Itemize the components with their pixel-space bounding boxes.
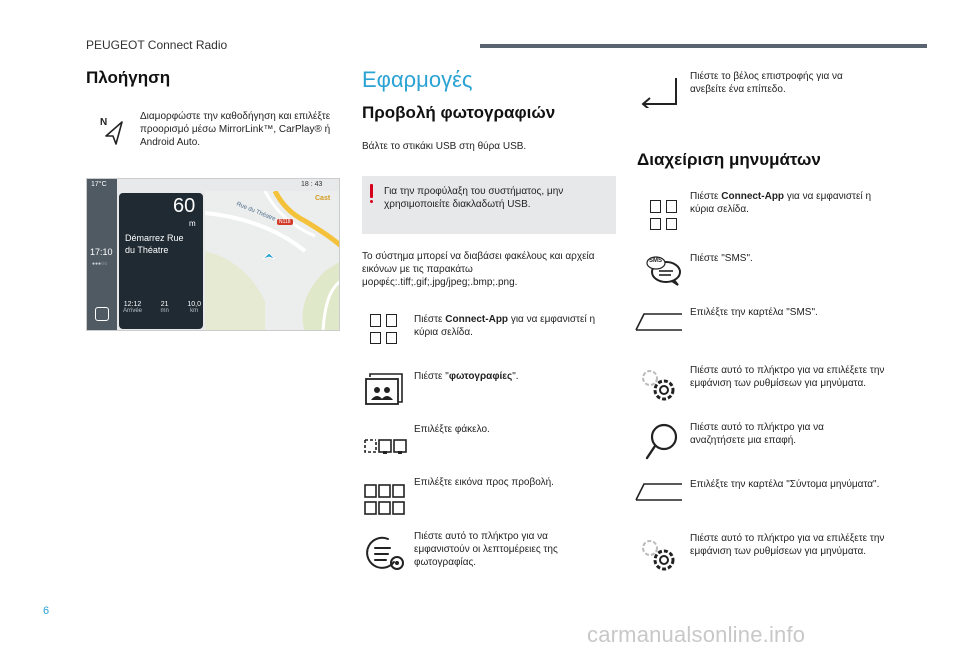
screen-temperature: 17°C [91,181,107,188]
message-step-1-text: Πιέστε Connect-App για να εμφανιστεί η κύρια σελίδα. [690,191,872,215]
folder-tabs-icon [364,436,408,456]
message-step-3-text: Επιλέξτε την καρτέλα "SMS". [690,307,818,318]
stat-distance-label: km [190,308,199,314]
list-settings-icon [366,536,406,572]
map-road-badge: N118 [279,219,291,225]
warning-note [362,176,616,234]
back-arrow-text: Πιέστε το βέλος επιστροφής για να ανεβείτε ένα επίπεδο. [690,71,843,95]
thumbnails-icon [364,484,406,516]
navigation-screen-image [86,178,340,331]
message-step-5-text: Πιέστε αυτό το πλήκτρο για να αναζητήσετε μια επαφή. [690,422,824,446]
screen-map [205,191,340,331]
svg-text:N: N [100,117,108,128]
screen-side-dots: ●●●○○ [92,261,108,267]
watermark: carmanualsonline.info [587,622,806,647]
photo-step-4-text: Επιλέξτε εικόνα προς προβολή. [414,477,554,488]
message-step-7-text: Πιέστε αυτό το πλήκτρο για να επιλέξετε την εμφάνιση των ρυθμίσεων για μηνύματα. [690,533,885,557]
gears-icon [638,366,682,406]
navigation-text: Διαμορφώστε την καθοδήγηση και επιλέξτε προορισμό μέσω MirrorLink™, CarPlay® ή Android Auto. [140,111,331,148]
photo-formats-text: Το σύστημα μπορεί να διαβάσει φακέλους και αρχεία εικόνων με τις παρακάτω μορφές:.tiff;.gif;.jpg/jpeg;.bmp;.png. [362,251,595,288]
stat-arrival-value: 12:12 [123,301,142,308]
map-label-cast: Cast [315,195,331,202]
stat-duration-value: 21 [160,301,169,308]
navigation-arrow-icon [100,116,126,146]
stat-arrival [123,301,142,314]
gears-icon [638,536,682,576]
section-title-applications: Εφαρμογές [362,67,473,92]
photo-step-2-text: Πιέστε "φωτογραφίες". [414,371,519,382]
warning-icon-dot [370,200,373,203]
photo-intro-text: Βάλτε το στικάκι USB στη θύρα USB. [362,141,527,152]
search-icon [644,422,682,462]
guidance-panel [119,193,203,329]
sms-badge-text: SMS [649,258,663,264]
guidance-distance: 60 [173,195,196,217]
warning-note-text: Για την προφύλαξη του συστήματος, μην χρησιμοποιείτε διακλαδωτή USB. [384,186,564,210]
stat-duration [161,301,169,314]
stat-duration-label: mn [160,308,169,314]
document-header-title: PEUGEOT Connect Radio [86,38,228,52]
grid-icon [650,200,680,230]
screen-sidebar [87,179,117,331]
stat-distance-value: 10,0 [187,301,201,308]
photo-step-1-text: Πιέστε Connect-App για να εμφανιστεί η κύρια σελίδα. [414,314,596,338]
map-drawing [205,191,340,331]
section-heading-navigation: Πλοήγηση [86,68,171,87]
photo-step-5-text: Πιέστε αυτό το πλήκτρο για να εμφανιστούν οι λεπτομέρειες της φωτογραφίας. [414,531,558,568]
screen-side-time: 17:10 [90,247,113,257]
photos-icon [364,372,404,406]
section-heading-photo-viewer: Προβολή φωτογραφιών [362,103,556,122]
grid-icon [370,314,400,344]
page-number: 6 [43,605,50,617]
back-arrow-icon [638,76,682,108]
guidance-instruction: Démarrez Rue du Théatre [125,233,184,255]
warning-icon [370,184,373,198]
guidance-stats [123,301,201,314]
stat-distance [187,301,201,314]
message-step-6-text: Επιλέξτε την καρτέλα "Σύντομα μηνύματα". [690,479,880,490]
message-step-4-text: Πιέστε αυτό το πλήκτρο για να επιλέξετε την εμφάνιση των ρυθμίσεων για μηνύματα. [690,365,885,389]
map-street-label: Rue du Théatre [235,201,277,223]
message-step-2-text: Πιέστε "SMS". [690,253,753,264]
guidance-distance-unit: m [189,219,196,228]
tab-icon [634,482,684,502]
tab-icon [634,312,684,332]
photo-step-3-text: Επιλέξτε φάκελο. [414,424,490,435]
screen-clock: 18 : 43 [301,181,323,188]
section-heading-messages: Διαχείριση μηνυμάτων [637,150,821,169]
stat-arrival-label: Arrivée [123,308,143,314]
header-bar [480,44,927,48]
home-button [95,307,109,321]
